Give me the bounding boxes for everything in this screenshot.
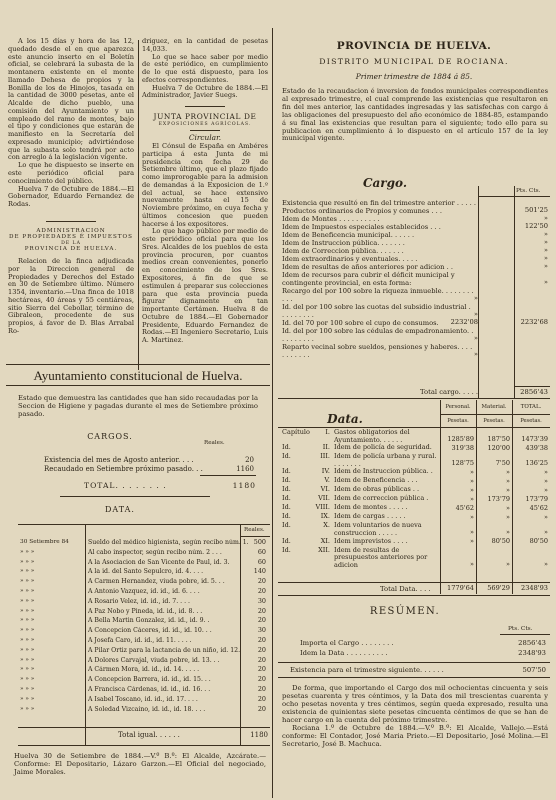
total-value: » [544, 476, 548, 485]
cargo-value: 122'50 [524, 222, 548, 231]
chapter-number: II. [322, 443, 330, 452]
data-table [18, 524, 270, 746]
personal-value: 128'75 [451, 458, 474, 467]
publication-note: Lo que he dispuesto se inserte en este periódico oficial para conocimiento del público. [8, 161, 134, 185]
chapter-number: IV. [321, 467, 330, 476]
row-description: Sueldo del médico higienista, según recibo núm. 1. [88, 539, 249, 546]
cargo-label: Existencia que resultó en fin del trimestre anterior . . . . . [282, 199, 476, 207]
cargo-row [282, 199, 550, 207]
cargo-row [282, 263, 550, 271]
circular-paragraph-1: El Cónsul de España en Ambéres participa á esta Junta de mi presidencia con fecha 29 de Setiembre último, que el plazo fijado como improrogable para la admision de demandas á la Exposicion de 1.º del actual, se hace extensivo nuevamente hasta el 15 de Noviembre próximo, en cuya fecha y últimos concesion que pueden hacerse á los expositores. [142, 142, 268, 228]
header-personal: Personal. [445, 404, 471, 410]
row-date: » » » [20, 695, 35, 702]
existencia-value: 507'50 [522, 666, 546, 674]
total-value: » [544, 527, 548, 536]
resumen-title: RESÚMEN. [369, 606, 441, 617]
cargos-value: 20 [245, 456, 254, 464]
cargo-label: Id. del 70 por 100 sobre el cupo de consumos. [282, 319, 439, 327]
data-row [18, 539, 270, 549]
cargo-label: Idem de resultas de años anteriores por adicion . . [282, 263, 453, 271]
material-value: » [506, 559, 510, 568]
reales-header: Reales. [204, 440, 225, 446]
data-row [18, 559, 270, 569]
cargo-row [282, 319, 550, 327]
section-rule [60, 496, 210, 497]
chapter-description: Idem de policía de seguridad. [334, 443, 432, 452]
total-value: 1473'39 [521, 434, 548, 443]
existencia-label: Existencia para el trimestre siguiente. . . . . . [290, 666, 444, 674]
total-rule [18, 727, 270, 728]
cargo-row [282, 231, 550, 239]
personal-value: » [470, 476, 474, 485]
subheader-personal: Pesetas. [447, 418, 469, 424]
chapter-description: Idem imprevistos . . . . [334, 536, 408, 545]
row-description: A Carmen Hernandez, viuda pobre, id. 5. . . [88, 578, 225, 586]
personal-value: » [470, 512, 474, 521]
data-row [278, 522, 550, 537]
chapter-label: Id. [282, 536, 291, 545]
left-top-column [8, 38, 134, 336]
personal-value: » [470, 485, 474, 494]
row-description: A Isabel Toscano, id. id., id. 17. . . . [88, 695, 198, 703]
total-igual-value: 1180 [250, 731, 268, 739]
junta-subtitle: EXPOSICIONES AGRÍCOLAS. [158, 121, 252, 127]
rociana-data-rows [278, 429, 550, 569]
chapter-number: I. [325, 428, 330, 436]
cargo-label: Idem de Impuestos especiales establecidos . . . [282, 223, 441, 231]
sum-rule [514, 386, 550, 387]
circular-heading: Circular. [188, 133, 222, 143]
cargo-row [282, 255, 550, 263]
admin-heading-3: DE LA [61, 241, 81, 247]
cargo-row [282, 327, 550, 343]
divider [190, 130, 220, 131]
row-date: » » » [20, 636, 35, 643]
resumen-value: 2348'93 [518, 649, 546, 657]
cargo-rows [282, 199, 550, 359]
cargo-row [282, 223, 550, 231]
resumen-col-header: Pts. Cts. [508, 626, 533, 632]
chapter-description: Idem de resultas de presupuestos anteriores por adicion [334, 545, 428, 569]
sum-rule [200, 475, 256, 476]
section-rule [278, 595, 550, 596]
chapter-description: Idem de montes . . . . . [334, 503, 408, 512]
section-rule [6, 385, 270, 386]
admin-note: Lo que se hace saber por medio de este periódico, en cumplimiento de lo que está dispuesto, para los efectos correspondientes. [142, 52, 268, 84]
material-value: 187'50 [487, 434, 510, 443]
row-date: » » » [20, 597, 35, 604]
row-value: 20 [257, 646, 266, 654]
data-row [18, 696, 270, 706]
row-description: A Bella Martin Gonzalez, id. id., id. 9. . [88, 617, 210, 625]
row-date: » » » [20, 705, 35, 712]
chapter-label: Id. [282, 452, 291, 461]
material-value: 7'50 [495, 458, 510, 467]
cargo-row [282, 247, 550, 255]
cargo-label: Productos ordinarios de Propios y comunes . . . [282, 207, 443, 215]
row-description: A la id. del Santo Sepulcro, id. 4. . . . [88, 568, 204, 576]
data-total-personal: 1779'64 [447, 584, 474, 592]
personal-value: » [470, 536, 474, 545]
material-value: » [506, 485, 510, 494]
chapter-label: Capítulo [282, 428, 310, 436]
row-description: A Dolores Carvajal, viuda pobre, id. 13. . . [88, 656, 220, 664]
row-date: » » » [20, 558, 35, 565]
cargo-value: » [543, 238, 548, 247]
chapter-label: Id. [282, 443, 291, 452]
chapter-number: VIII. [315, 503, 330, 512]
personal-value: » [470, 467, 474, 476]
data-row [278, 453, 550, 468]
personal-value: » [470, 494, 474, 503]
row-value: 60 [257, 548, 266, 556]
data-reales-header: Reales. [244, 527, 265, 533]
total-value: » [544, 485, 548, 494]
chapter-description: Idem de policía urbana y rural. . . . . . . . [334, 452, 437, 468]
row-date: » » » [20, 685, 35, 692]
data-row [18, 686, 270, 696]
chapter-number: X. [323, 521, 330, 530]
row-value: 20 [257, 636, 266, 644]
cargo-row [282, 207, 550, 215]
chapter-description: Idem de obras públicas . . [334, 485, 420, 494]
data-row [18, 578, 270, 588]
personal-value: » [470, 559, 474, 568]
chapter-label: Id. [282, 545, 291, 554]
chapter-description: Idem voluntarios de nueva construccion . . . . . [334, 521, 422, 537]
cargo-value: » [543, 262, 548, 271]
row-date: » » » [20, 617, 35, 624]
row-date: » » » [20, 666, 35, 673]
cargos-title: CARGOS. [87, 432, 133, 441]
chapter-number: IX. [320, 512, 330, 521]
data-row [18, 598, 270, 608]
chapter-label: Id. [282, 485, 291, 494]
row-date: » » » [20, 548, 35, 555]
finca-continuation: driguez, en la cantidad de pesetas 14,033. [142, 37, 268, 53]
row-date: » » » [20, 627, 35, 634]
cargo-label: Idem extraordinarios y eventuales. . . . . [282, 255, 418, 263]
cargos-row [44, 456, 254, 465]
section-rule [278, 662, 550, 663]
existencia-row [290, 666, 546, 674]
closing-paragraph: De forma, que importando el Cargo dos mil ochocientas cincuenta y seis pesetas cuarenta y tres céntimos, y la Data dos mil trescientas cuarenta y ocho pesetas noventa y tres céntimos, según queda expresado, resulta una existencia de quinientas siete pesetas cincuenta céntimos de que se han de hacer cargo en la cuenta del próximo trimestre. [282, 684, 548, 725]
cargo-value: 501'25 [524, 206, 548, 215]
cargos-total [84, 482, 256, 491]
ayuntamiento-intro: Estado que demuestra las cantidades que han sido recaudadas por la Seccion de Higiene y pagadas durante el mes de Setiembre próximo pasado. [18, 394, 258, 419]
cargo-label: Recargo del por 100 sobre la riqueza inmueble. . . . . . . . . . . [282, 287, 474, 303]
row-date: » » » [20, 656, 35, 663]
cargo-label: Id. del por 100 sobre las cédulas de empadronamiento. . . . . . . . . . [282, 327, 474, 343]
header-rule [278, 427, 550, 428]
material-value: » [506, 467, 510, 476]
chapter-number: V. [324, 476, 330, 485]
total-label: TOTAL. . . . . . . . [84, 481, 167, 490]
personal-value: 1285'89 [447, 434, 474, 443]
cargos-table [44, 456, 254, 474]
rociana-intro: Estado de la recaudacion é inversion de fondos municipales correspondientes al expresado trimestre, el cual comprende las existencias que resultaron en fin del mes anterior, las cantidades ingresadas y las satisfechas con cargo á las obligaciones del presupuesto del año económico de 1884-85, estampando á su final las existencias que resultan para el siguiente; todo ello para su publicacion en cumplimiento á lo dispuesto en el artículo 157 de la ley municipal vigente. [282, 87, 548, 143]
cargo-row [282, 215, 550, 223]
cargo-label: Reparto vecinal sobre sueldos, pensiones y haberes. . . . . . . . . . . [282, 343, 473, 359]
header-rule [240, 536, 270, 537]
row-date: » » » [20, 646, 35, 653]
data-row [18, 568, 270, 578]
chapter-label: Id. [282, 521, 291, 530]
material-value: » [506, 527, 510, 536]
row-value: 500 [253, 539, 266, 546]
row-value: 30 [257, 597, 266, 605]
closing-block [282, 684, 548, 748]
resumen-row [300, 649, 546, 659]
data-row [18, 676, 270, 686]
cargo-partial-value: 2232'08 [450, 318, 478, 327]
personal-value: » [470, 527, 474, 536]
cargos-row [44, 465, 254, 474]
row-value: 20 [257, 656, 266, 664]
chapter-number: XI. [320, 536, 330, 545]
total-value: 80'50 [529, 536, 548, 545]
data-rows [18, 539, 270, 715]
data-row [18, 666, 270, 676]
cargo-title: Cargo. [362, 176, 407, 190]
row-description: A Cármen Mora, id. id., id. 14. . . . . [88, 666, 200, 674]
row-value: 20 [257, 578, 266, 586]
chapter-label: Id. [282, 467, 291, 476]
row-value: 20 [257, 587, 266, 595]
data-row [18, 549, 270, 559]
cargo-partial-value: » [473, 310, 478, 319]
cargo-value: » [543, 214, 548, 223]
total-value: 1180 [232, 481, 256, 490]
ayuntamiento-footer: Huelva 30 de Setiembre de 1884.—V.º B.º: El Alcalde, Azcárate.—Conforme: El Depositario, Lázaro Garzon.—El Oficial del negociado, Jaime Morales. [14, 752, 266, 777]
cargo-value: » [543, 278, 548, 287]
cargo-partial-value: » [473, 334, 478, 343]
row-description: A Josefa Caro, id. id., id. 11. . . . . [88, 636, 192, 644]
resumen-value: 2856'43 [518, 639, 546, 647]
signature-line: Huelva 7 de Octubre de 1884.—El Gobernador, Eduardo Fernandez de Rodas. [8, 184, 134, 209]
total-value: 173'79 [525, 494, 548, 503]
chapter-description: Idem de cargas . . . . . [334, 512, 406, 521]
material-value: » [506, 512, 510, 521]
cargo-partial-value: » [473, 350, 478, 359]
chapter-label: Id. [282, 476, 291, 485]
row-description: A la Asociacion de San Vicente de Paul, id. 3. [88, 558, 230, 566]
row-description: Al cabo inspector, según recibo núm. 2 . . . [88, 548, 222, 556]
divider [46, 221, 96, 222]
data-row [18, 657, 270, 667]
resumen-table [300, 639, 546, 659]
subasta-paragraph: A los 15 días y hora de las 12, quedado desde el en que aparezca este anuncio inserto en el Boletín oficial, se celebrará la subasta de la montanera existente en el monte llamado Dehesa de propios y la Bonilla de los de Hinojos, tasada en la cantidad de 3000 pesetas, ante el Alcalde de dicho pueblo, una comisión del Ayuntamiento y un empleado del ramo de montes, bajo el tipo y condiciones que estarán de manifiesto en la Secretaría del expresado municipio; advirtiéndose que la subasta solo tendrá por acto con arreglo á la legislación vigente. [8, 37, 134, 162]
data-row [18, 647, 270, 657]
chapter-label: Id. [282, 512, 291, 521]
admin-heading-2: DE PROPIEDADES É IMPUESTOS [9, 234, 133, 241]
data-row [18, 706, 270, 716]
cargo-row [282, 303, 550, 319]
chapter-description: Gastos obligatorios del Ayuntamiento. . . . . . [334, 428, 410, 444]
quarter-title: Primer trimestre de 1884 á 85. [355, 72, 473, 81]
row-description: A Concepcion Barrera, id. id., id. 15. . . [88, 676, 211, 684]
ayuntamiento-title: Ayuntamiento constitucional de Huelva. [33, 368, 243, 383]
row-date: » » » [20, 568, 35, 575]
personal-value: 319'38 [451, 443, 474, 452]
center-divider [272, 28, 273, 798]
data-total-material: 569'29 [487, 584, 510, 592]
cargo-label: Idem de Correccion pública. . . . . . . [282, 247, 404, 255]
total-value: » [544, 559, 548, 568]
resumen-row [300, 639, 546, 649]
cargo-row [282, 271, 550, 287]
personal-value: 45'62 [455, 503, 474, 512]
cargo-value: » [543, 230, 548, 239]
header-rule [440, 414, 550, 415]
cargo-row [282, 239, 550, 247]
row-value: 60 [257, 558, 266, 566]
subheader-material: Pesetas. [483, 418, 505, 424]
finca-paragraph: Relacion de la finca adjudicada por la Direccion general de Propiedades y Derechos del Estado en 30 de Setiembre último. Número 1354, inventario.—Una finca de 1018 hectáreas, 40 áreas y 55 centiáreas, sitio Sierra del Cebollar, término de Gibraleon, procedente de sus propios, á favor de D. Blas Arrabal Ro- [8, 257, 134, 335]
data-total-label: Total Data. . . . [380, 585, 431, 593]
data-title: DATA. [105, 505, 135, 514]
data-row [18, 627, 270, 637]
row-description: A Francisca Cárdenas, id. id., id. 16. . . [88, 685, 211, 693]
chapter-number: VI. [320, 485, 330, 494]
data-row [278, 429, 550, 444]
junta-title: JUNTA PROVINCIAL DE [153, 112, 257, 122]
section-rule [278, 677, 550, 678]
row-value: 20 [257, 705, 266, 713]
admin-heading: ADMINISTRACION [36, 227, 106, 234]
admin-heading-4: PROVINCIA DE HUELVA. [24, 246, 118, 253]
row-date: » » » [20, 587, 35, 594]
cargo-label: Idem de Montes . . . . . . . . . . [282, 215, 380, 223]
cargo-label: Id. del por 100 sobre las cuotas del subsidio industrial . . . . . . . . . [282, 303, 471, 319]
chapter-description: Idem de Beneficencia . . . [334, 476, 418, 485]
cargo-label: Idem de recursos para cubrir el déficit municipal y contingente provincial, en esta forma: [282, 271, 455, 287]
chapter-number: XII. [318, 545, 330, 554]
divider [185, 106, 225, 107]
row-date: » » » [20, 676, 35, 683]
row-value: 20 [257, 666, 266, 674]
row-description: A Antonio Vazquez, id. id., id. 6. . . . [88, 587, 200, 595]
cargo-row [282, 287, 550, 303]
resumen-label: Idem la Data . . . . . . . . . . [300, 649, 388, 657]
row-date: » » » [20, 607, 35, 614]
material-value: » [506, 476, 510, 485]
cargo-total-label: Total cargo. . . . . [420, 388, 479, 396]
cargos-value: 1160 [236, 465, 254, 473]
row-date: 30 Setiembre 84 [20, 539, 69, 545]
chapter-label: Id. [282, 494, 291, 503]
row-value: 20 [257, 607, 266, 615]
cargo-partial-value: » [473, 294, 478, 303]
material-value: 80'50 [491, 536, 510, 545]
circular-paragraph-2: Lo que hago público por medio de este periódico oficial para que los Sres. Alcaldes de los pueblos de esta provincia procuren, por cuantos medios crean convenientes, ponerlo en conocimiento de los Sres. Expositores, á fin de que se estimulen á preparar sus colecciones para que esta provincia pueda figurar dignamente en tan importante Certámen. Huelva 8 de Octubre de 1884.—El Gobernador Presidente, Eduardo Fernandez de Rodas.—El Ingeniero Secretario, Luis A. Martinez. [142, 227, 268, 345]
total-value: 136'25 [525, 458, 548, 467]
middle-top-column [142, 38, 268, 345]
total-value: 439'38 [525, 443, 548, 452]
data-row [18, 637, 270, 647]
closing-signatures: Rociana 1.º de Octubre de 1884.—V.º B.º: El Alcalde, Vallejo.—Está conforme: El Contador, José Maria Prieto.—El Depositario, José Molina.—El Secretario, José B. Machuca. [282, 724, 548, 749]
material-value: 173'79 [487, 494, 510, 503]
row-value: 20 [257, 617, 266, 625]
row-description: A Paz Nobo y Pineda, id. id., id. 8. . . [88, 607, 203, 615]
resumen-label: Importa el Cargo . . . . . . . . [300, 639, 394, 647]
cargo-row [282, 343, 550, 359]
section-rule [6, 364, 270, 365]
data-row [18, 617, 270, 627]
total-value: 45'62 [529, 503, 548, 512]
cargo-col-header: Pts. Cts. [516, 188, 541, 194]
row-description: A Pilar Ortiz para la lactancia de un niño, id. 12. [88, 646, 241, 654]
cargo-total-value: 2856'43 [520, 388, 548, 396]
material-value: 120'00 [487, 443, 510, 452]
province-title: PROVINCIA DE HUELVA. [336, 40, 492, 52]
row-value: 140 [253, 568, 266, 576]
row-value: 20 [257, 685, 266, 693]
data-row [18, 608, 270, 618]
chapter-description: Idem de correccion pública . [334, 494, 429, 503]
row-description: A Soledad Vizcaino, id. id., id. 18. . . . [88, 705, 206, 713]
row-value: 30 [257, 627, 266, 635]
data-row [278, 547, 550, 570]
row-value: 20 [257, 676, 266, 684]
chapter-description: Idem de Instruccion pública. . [334, 467, 433, 476]
cargo-value: » [543, 254, 548, 263]
data-total-total: 2348'93 [521, 584, 548, 592]
cargo-value: 2232'68 [520, 318, 548, 327]
chapter-label: Id. [282, 503, 291, 512]
row-date: » » » [20, 578, 35, 585]
chapter-number: VII. [318, 494, 330, 503]
row-value: 20 [257, 695, 266, 703]
admin-signature: Huelva 7 de Octubre de 1884.—El Administrador, Javier Suegs. [142, 83, 268, 100]
cargo-label: Idem de Beneficencia municipal. . . . . . [282, 231, 415, 239]
row-description: A Rosario Velez, id. id., id. 7. . . . [88, 597, 190, 605]
total-igual-label: Total igual. . . . . . [118, 731, 180, 739]
cargos-label: Existencia del mes de Agosto anterior. . . . [44, 456, 194, 464]
column-divider [138, 40, 139, 370]
section-rule [278, 398, 550, 399]
row-description: A Concepcion Cáceres, id. id., id. 10. . . [88, 627, 212, 635]
subheader-total: Pesetas. [520, 418, 542, 424]
cargo-label: Idem de Instruccion pública. . . . . . . [282, 239, 405, 247]
total-value: » [544, 512, 548, 521]
resumen-header-rule [500, 634, 550, 635]
total-rule [278, 582, 550, 583]
total-value: » [544, 467, 548, 476]
district-title: DISTRITO MUNICIPAL DE ROCIANA. [319, 57, 509, 66]
header-total: TOTAL. [520, 404, 542, 410]
material-value: » [506, 503, 510, 512]
cargo-value: » [543, 246, 548, 255]
data-row [18, 588, 270, 598]
cargos-label: Recaudado en Setiembre próximo pasado. . . [44, 465, 203, 473]
header-material: Material. [481, 404, 507, 410]
rociana-data-title: Data. [327, 412, 363, 426]
chapter-number: III. [320, 452, 330, 461]
